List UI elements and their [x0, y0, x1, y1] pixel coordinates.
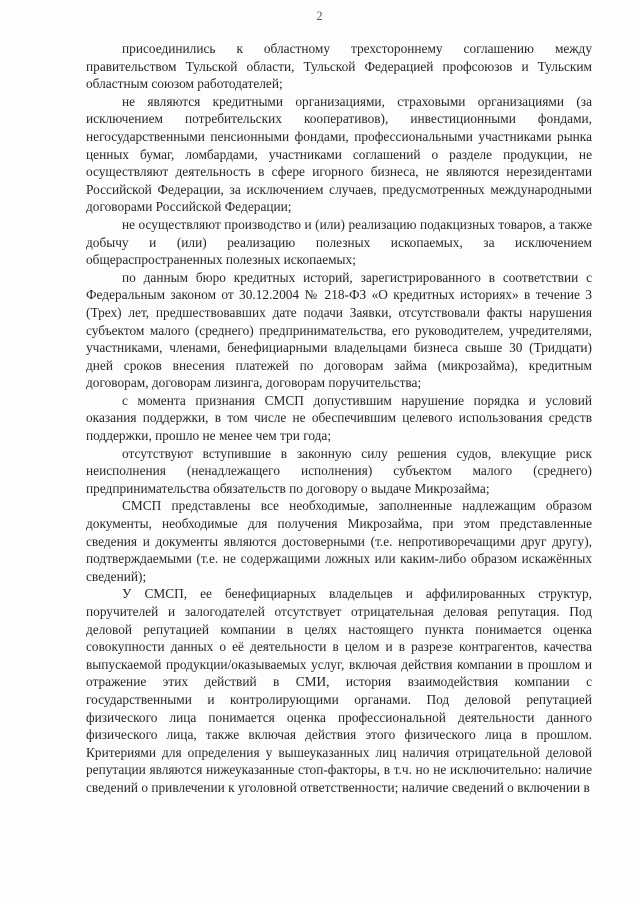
paragraph-support-violation: с момента признания СМСП допустившим нарушение порядка и условий оказания поддержки, в том числе не обеспечившим целевого использования средств поддержки, прошло не менее чем три года;: [86, 392, 592, 444]
page-number: 2: [316, 9, 323, 23]
paragraph-not-financial-organizations: не являются кредитными организациями, страховыми организациями (за исключением потребительских кооперативов), инвестиционными фондами, негосударственными пенсионными фондами, профессиональными участниками рынка ценных бумаг, ломбардами, участниками соглашений о разделе продукции, не осуществляют деятельность в сфере игорного бизнеса, не являются нерезидентами Российской Федерации, за исключением случаев, предусмотренных международными договорами Российской Федерации;: [86, 93, 592, 215]
paragraph-business-reputation: У СМСП, ее бенефициарных владельцев и аффилированных структур, поручителей и залогодателей отсутствует отрицательная деловая репутация. Под деловой репутацией компании в целях настоящего пункта понимается оценка совокупности данных о её деятельности в целом и в разрезе контрагентов, качества выпускаемой продукции/оказываемых услуг, включая действия компании в прошлом и отражение этих действий в СМИ, история взаимодействия компании с государственными и контролирующими органами. Под деловой репутацией физического лица понимается оценка профессиональной деятельности данного физического лица, также включая действия этого физического лица в прошлом. Критериями для определения у вышеуказанных лиц наличия отрицательной деловой репутации являются нижеуказанные стоп-факторы, в т.ч. но не исключительно: наличие сведений о привлечении к уголовной ответственности; наличие сведений о включении в: [86, 586, 592, 795]
paragraph-court-decisions: отсутствуют вступившие в законную силу решения судов, влекущие риск неисполнения (ненадлежащего исполнения) субъектом малого (среднего) предпринимательства обязательств по договору о выдаче Микрозайма;: [86, 445, 592, 496]
paragraph-no-excise-goods: не осуществляют производство и (или) реализацию подакцизных товаров, а также добычу и (или) реализацию полезных ископаемых, за исключением общераспространенных полезных ископаемых;: [86, 216, 592, 268]
paragraph-tula-agreement: присоединились к областному трехстороннему соглашению между правительством Тульской области, Тульской Федерацией профсоюзов и Тульским областным союзом работодателей;: [86, 41, 592, 92]
paragraph-documents-provided: СМСП представлены все необходимые, заполненные надлежащим образом документы, необходимые для получения Микрозайма, при этом представленные сведения и документы являются достоверными (т.е. непротиворечащими друг другу), подтверждаемыми (т.е. не содержащими ложных или каким-либо образом искажённых сведений);: [86, 498, 592, 584]
paragraph-credit-history: по данным бюро кредитных историй, зарегистрированного в соответствии с Федеральным законом от 30.12.2004 № 218-ФЗ «О кредитных историях» в течение 3 (Трех) лет, предшествовавших дате подачи Заявки, отсутствовали факты нарушения субъектом малого (среднего) предпринимательства, его руководителем, учредителями, участниками, членами, бенефициарными владельцами бизнеса свыше 30 (Тридцати) дней сроков внесения платежей по договорам займа (микрозайма), кредитным договорам, договорам лизинга, договорам поручительства;: [86, 269, 592, 391]
document-body: [86, 40, 592, 797]
